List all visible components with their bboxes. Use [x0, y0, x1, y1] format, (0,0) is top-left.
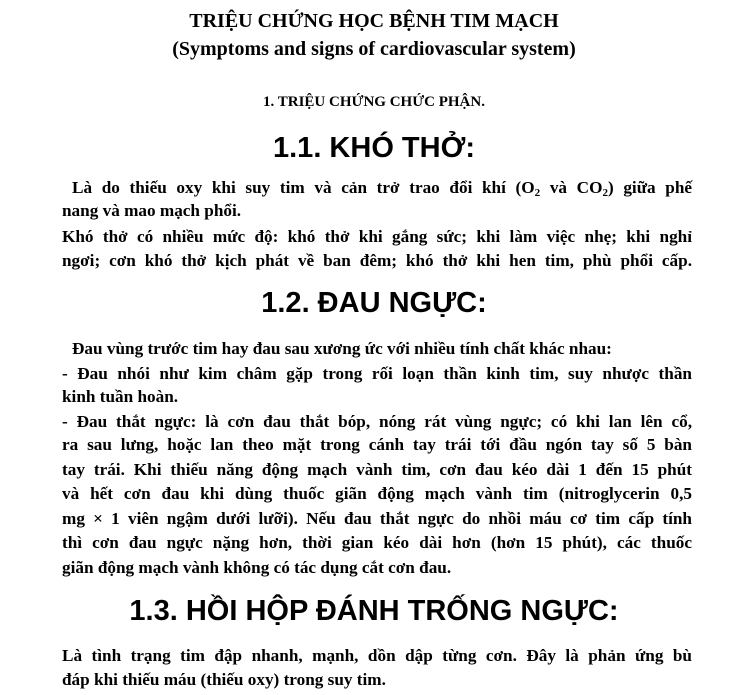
heading-palpitations: 1.3. HỒI HỘP ĐÁNH TRỐNG NGỰC: — [129, 595, 619, 627]
paragraph-line: Là tình trạng tim đập nhanh, mạnh, dồn dập từng cơn. Đây là phản ứng bù — [62, 646, 692, 665]
paragraph-line: đáp khi thiếu máu (thiếu oxy) trong suy tim. — [62, 670, 386, 689]
heading-chest-pain: 1.2. ĐAU NGỰC: — [261, 287, 487, 319]
document-title: TRIỆU CHỨNG HỌC BỆNH TIM MẠCH — [189, 10, 559, 32]
heading-dyspnea: 1.1. KHÓ THỞ: — [273, 132, 475, 164]
paragraph-line: - Đau thắt ngực: là cơn đau thắt bóp, nóng rát vùng ngực; có khi lan lên cổ, — [62, 412, 692, 431]
paragraph-line: Là do thiếu oxy khi suy tim và cản trở trao đổi khí ($O_2$ và $CO_2$) giữa phế — [72, 178, 693, 199]
paragraph-line: mg × 1 viên ngậm dưới lưỡi). Nếu đau thắt ngực do nhồi máu cơ tim cấp tính — [62, 509, 692, 528]
paragraph-line: tay trái. Khi thiếu năng động mạch vành tim, cơn đau kéo dài 1 đến 15 phút — [62, 460, 692, 479]
paragraph-line: giãn động mạch vành không có tác dụng cắt cơn đau. — [62, 558, 452, 577]
document-subtitle: (Symptoms and signs of cardiovascular system) — [172, 38, 576, 60]
paragraph-line: Khó thở có nhiều mức độ: khó thở khi gắng sức; khi làm việc nhẹ; khi nghỉ — [62, 227, 692, 246]
paragraph-line: Đau vùng trước tim hay đau sau xương ức với nhiều tính chất khác nhau: — [72, 339, 612, 358]
paragraph-line: ra sau lưng, hoặc lan theo mặt trong cánh tay trái tới đầu ngón tay số 5 bàn — [62, 435, 692, 454]
section-heading-functional-symptoms: 1. TRIỆU CHỨNG CHỨC PHẬN. — [263, 94, 485, 110]
paragraph-line: nang và mao mạch phổi. — [62, 201, 242, 220]
paragraph-line: ngơi; cơn khó thở kịch phát về ban đêm; khó thở khi hen tim, phù phổi cấp. — [62, 251, 692, 270]
paragraph-line: - Đau nhói như kim châm gặp trong rối loạn thần kinh tim, suy nhược thần — [62, 364, 692, 383]
paragraph-line: thì cơn đau ngực nặng hơn, thời gian kéo dài hơn (hơn 15 phút), các thuốc — [62, 533, 692, 552]
paragraph-line: kinh tuần hoàn. — [62, 387, 179, 406]
paragraph-line: và hết cơn đau khi dùng thuốc giãn động mạch vành tim (nitroglycerin 0,5 — [62, 484, 692, 503]
